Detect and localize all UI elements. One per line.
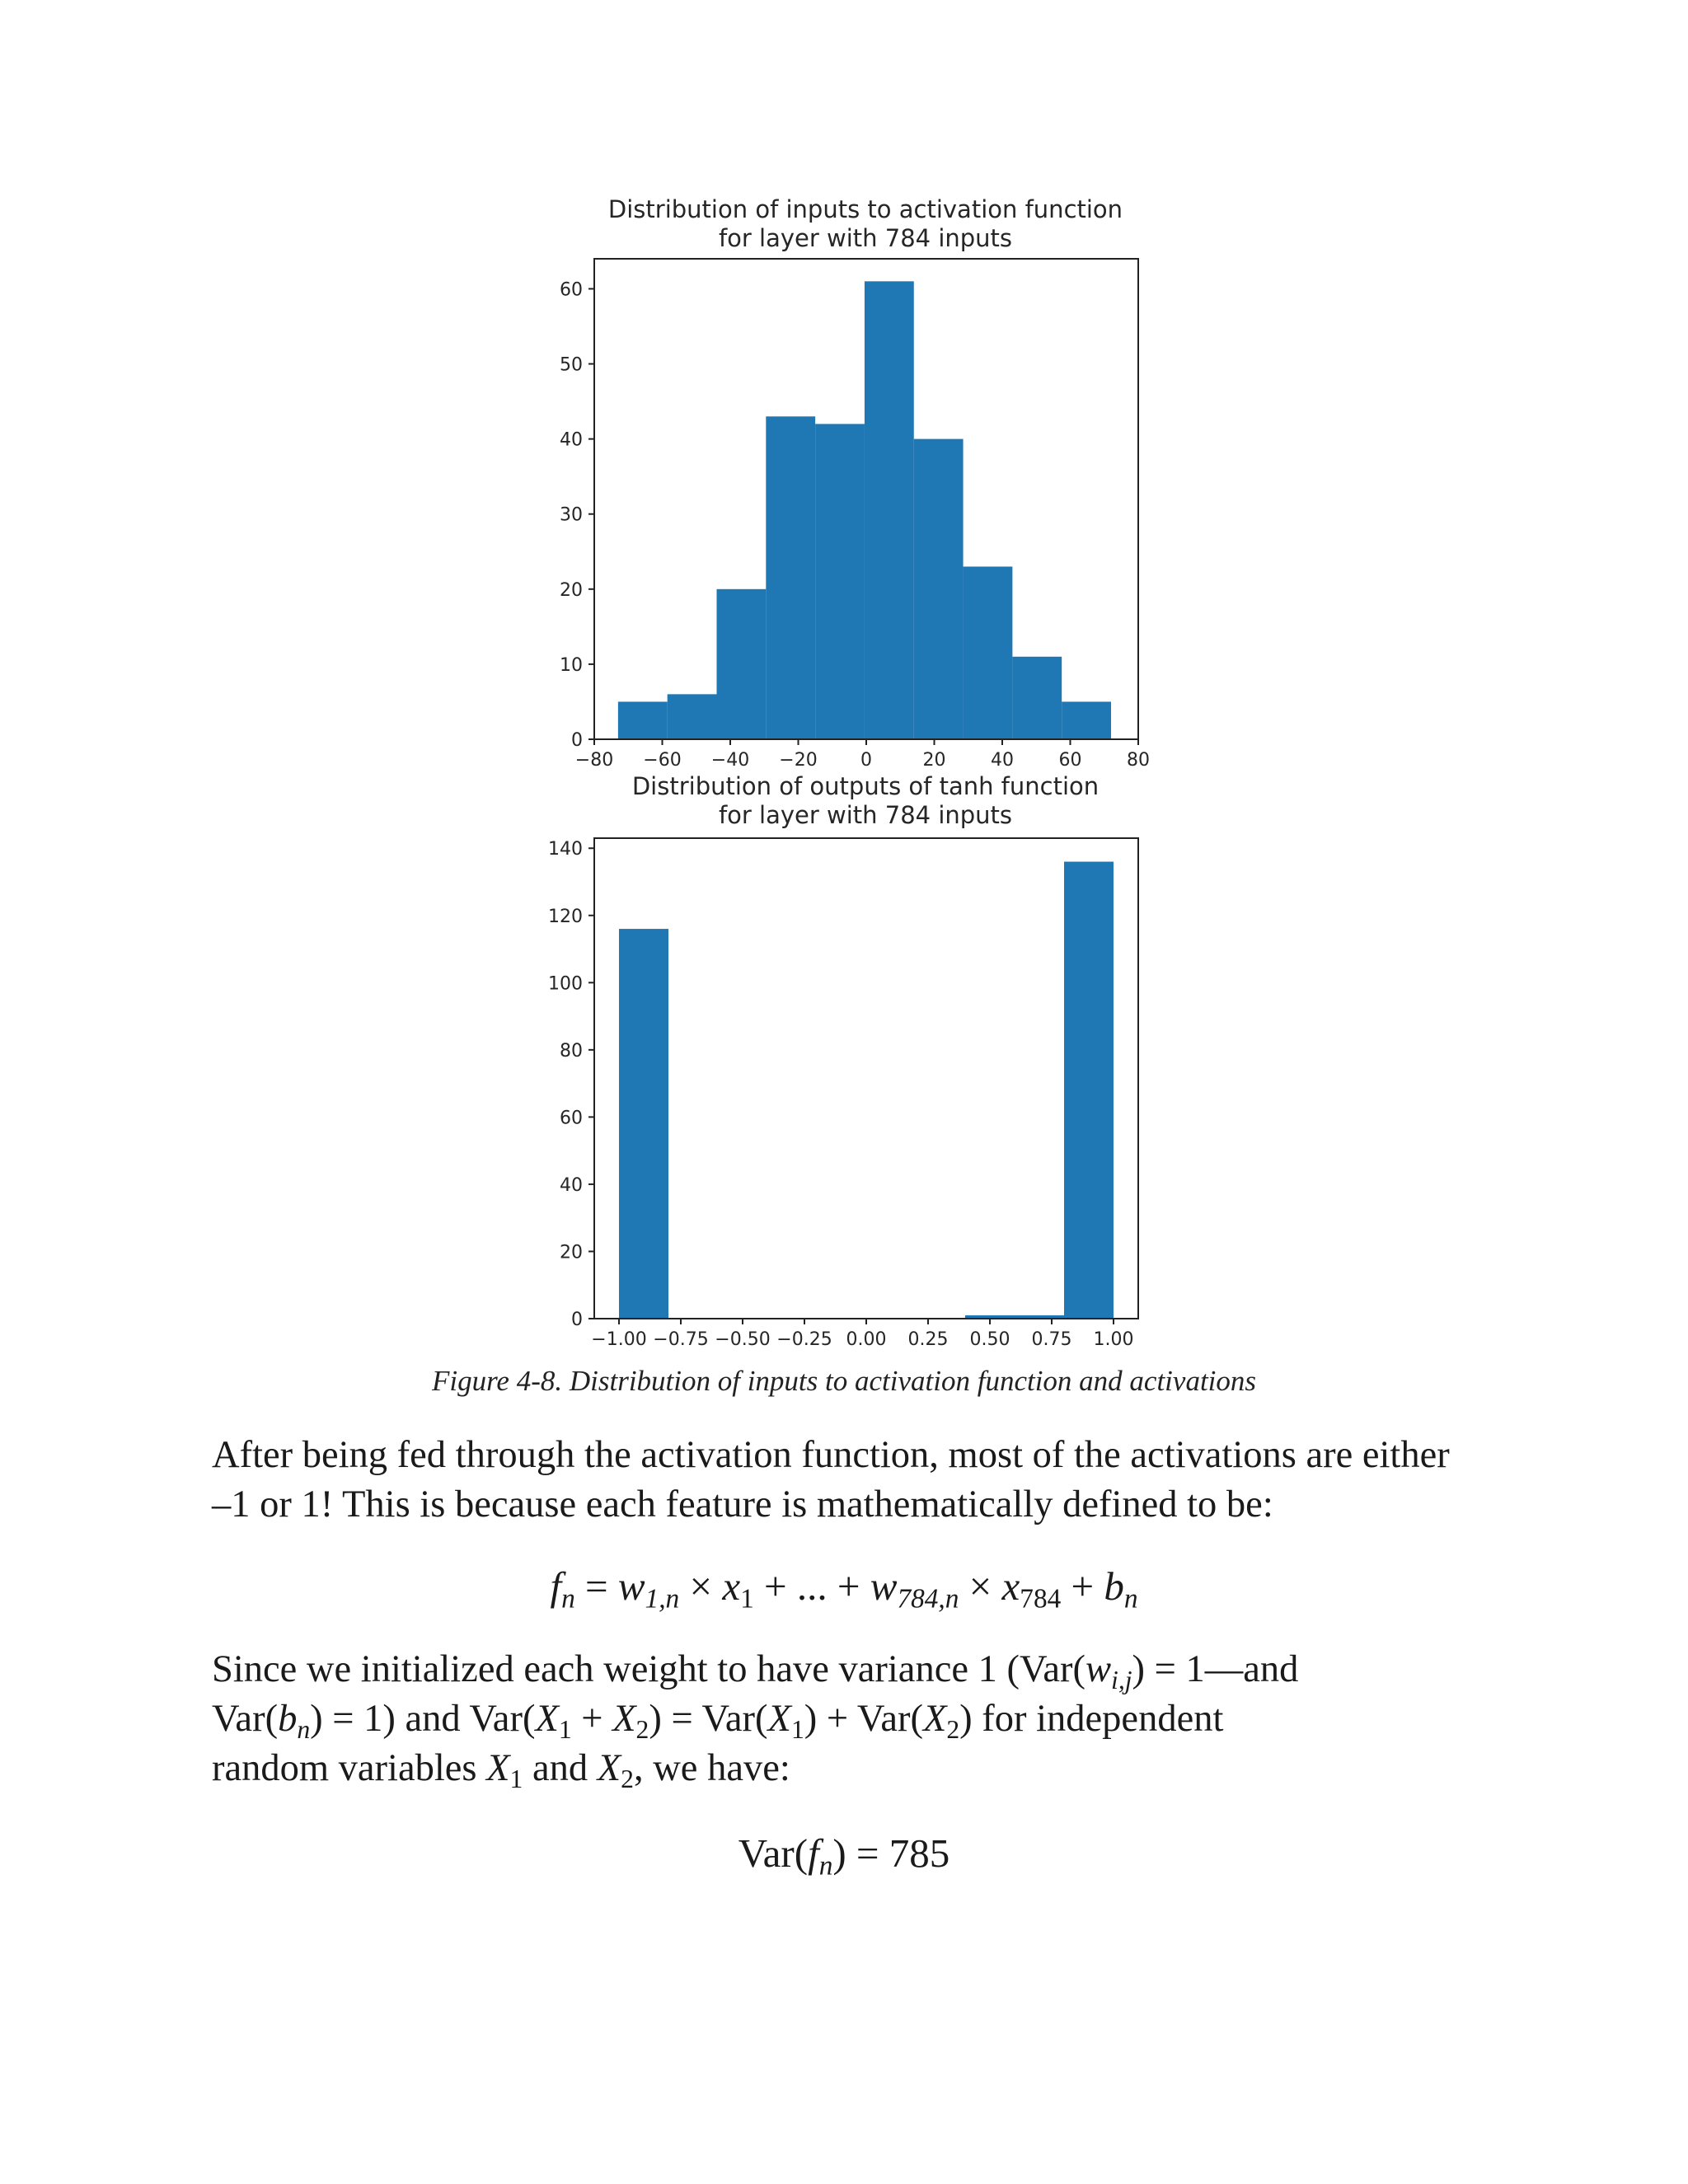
eq1-x1: x [722,1563,741,1609]
eq2-rest: ) = 785 [832,1830,950,1876]
chart1-bar [668,694,717,739]
chart2-ytick-label: 80 [560,1040,583,1062]
p2-var2: Var [212,1698,265,1740]
chart1-bar [914,439,964,739]
eq1-x784: x [1001,1563,1020,1609]
chart1-xtick-label: −20 [779,750,818,771]
paragraph-2-line-3 [212,1744,1498,1793]
chart2-title-line1: Distribution of outputs of tanh function [631,772,1100,800]
chart1-title-line1: Distribution of inputs to activation function [607,195,1123,223]
p2-X1a: X [535,1698,559,1740]
p2-X2a-sub: 2 [635,1714,649,1744]
eq1-w1: w [617,1563,645,1609]
eq2-var: Var [738,1830,795,1876]
chart2-xtick-label: 1.00 [1093,1329,1134,1350]
p2-l1-end: ) = 1—and [1132,1648,1299,1690]
chart1-xtick-label: 20 [922,750,946,771]
chart1-xtick-label: 60 [1058,750,1082,771]
chart1-xtick-label: −40 [710,750,750,771]
chart1-bar [964,566,1013,739]
eq1-plus: + [1061,1563,1104,1609]
p2-paren1: ( [1072,1648,1086,1690]
p2-X1c-sub: 1 [509,1764,523,1793]
chart1-xtick-label: −60 [643,750,682,771]
p2-X2c: X [597,1747,621,1789]
chart1-xtick-label: −80 [574,750,614,771]
equation-variance [0,1830,1688,1882]
chart-inputs [560,195,1150,771]
chart1-title-line2: for layer with 784 inputs [718,224,1013,252]
p2-l1-text: Since we initialized each weight to have variance 1 ( [212,1648,1020,1690]
chart2-xtick-label: −0.25 [776,1329,832,1350]
p2-b-sub: n [297,1714,311,1744]
chart2-ytick-label: 100 [548,973,583,995]
p2-X1b-sub: 1 [790,1714,804,1744]
chart2-xtick-label: −0.75 [653,1329,709,1350]
chart1-bars [618,281,1111,739]
eq1-b-sub: n [1123,1583,1138,1615]
p2-var1: Var [1019,1648,1073,1690]
chart1-bar [815,424,865,739]
eq2-f: f [808,1830,819,1876]
p2-plus: + [571,1698,613,1740]
p2-l3-a: random variables [212,1747,487,1789]
eq1-plus-dots: + ... + [753,1563,870,1609]
p2-w-sub: i,j [1111,1665,1132,1694]
eq2-f-sub: n [818,1850,833,1882]
chart1-ytick-label: 0 [571,730,583,751]
chart1-bar [865,281,914,739]
p2-l2-c: ) = 1) and [310,1698,470,1740]
eq1-f-sub: n [561,1583,575,1615]
chart2-ytick-label: 120 [548,906,583,927]
chart2-ytick-label: 40 [560,1174,583,1196]
eq1-times1: × [679,1563,723,1609]
chart2-ytick-label: 60 [560,1108,583,1129]
eq1-x784-sub: 784 [1020,1583,1062,1615]
chart1-ytick-label: 20 [560,579,583,601]
p2-and: and [523,1747,598,1789]
chart2-xtick-label: −1.00 [591,1329,647,1350]
p2-X1c: X [486,1747,510,1789]
p2-paren4: ( [755,1698,768,1740]
chart1-xtick-label: 0 [860,750,872,771]
p2-b: b [278,1698,298,1740]
chart1-bar [717,589,767,739]
chart2-xtick-label: 0.00 [846,1329,887,1350]
p2-var3: Var [469,1698,523,1740]
p2-X1a-sub: 1 [558,1714,572,1744]
paragraph-2-line-1 [212,1645,1498,1694]
chart1-xtick-label: 40 [991,750,1014,771]
eq1-b: b [1104,1563,1124,1609]
eq1-equals: = [574,1563,618,1609]
equation-feature [0,1563,1688,1615]
chart1-ytick-label: 50 [560,354,583,376]
chart2-ytick-label: 140 [548,839,583,860]
p2-l2-f: ) for independent [959,1698,1224,1740]
eq1-x1-sub: 1 [740,1583,754,1615]
chart1-ytick-label: 60 [560,279,583,301]
eq1-w1-sub: 1,n [645,1583,680,1615]
chart2-xtick-label: 0.75 [1031,1329,1072,1350]
p2-paren2: ( [265,1698,279,1740]
p2-X2b-sub: 2 [946,1714,960,1744]
paragraph-1-line-1: After being fed through the activation function, most of the activations are either [212,1434,1450,1476]
p2-X1b: X [767,1698,791,1740]
eq1-w784: w [870,1563,898,1609]
p2-l2-e: ) + [804,1698,857,1740]
figure-caption: Figure 4-8. Distribution of inputs to activation function and activations [431,1365,1257,1397]
chart2-bars [619,862,1114,1319]
chart2-xtick-label: 0.50 [969,1329,1010,1350]
eq1-w784-sub: 784,n [897,1583,959,1615]
p2-w: w [1085,1648,1112,1690]
eq2-paren: ( [794,1830,809,1876]
chart2-ytick-label: 20 [560,1242,583,1263]
paragraph-1-line-2: –1 or 1! This is because each feature is mathematically defined to be: [212,1483,1273,1526]
chart2-xtick-label: 0.25 [907,1329,949,1350]
p2-paren3: ( [522,1698,536,1740]
paragraph-2 [212,1645,1498,1793]
chart2-ytick-label: 0 [571,1310,583,1330]
chart1-ytick-label: 30 [560,504,583,526]
chart2-title-line2: for layer with 784 inputs [718,801,1013,829]
chart2-frame [594,838,1138,1319]
chart1-bar [1062,701,1111,739]
p2-var4: Var [701,1698,756,1740]
chart2-bar [1064,862,1114,1319]
p2-l3-end: , we have: [633,1747,790,1789]
p2-X2b: X [922,1698,947,1740]
p2-var5: Var [856,1698,911,1740]
eq1-f: f [550,1563,562,1609]
p2-paren5: ( [910,1698,923,1740]
chart1-ytick-label: 40 [560,429,583,451]
chart2-xtick-label: −0.50 [715,1329,771,1350]
chart2-bar [619,929,668,1319]
chart1-ytick-label: 10 [560,654,583,676]
chart1-bar [1012,657,1062,739]
paragraph-2-line-2 [212,1694,1498,1744]
chart1-xtick-label: 80 [1127,750,1150,771]
p2-X2a: X [612,1698,636,1740]
p2-l2-d: ) = [649,1698,702,1740]
p2-X2c-sub: 2 [621,1764,634,1793]
chart1-bar [766,416,815,739]
chart-outputs [548,772,1138,1350]
chart1-bar [618,701,668,739]
paragraph-1 [212,1431,1498,1530]
eq1-times2: × [959,1563,1002,1609]
